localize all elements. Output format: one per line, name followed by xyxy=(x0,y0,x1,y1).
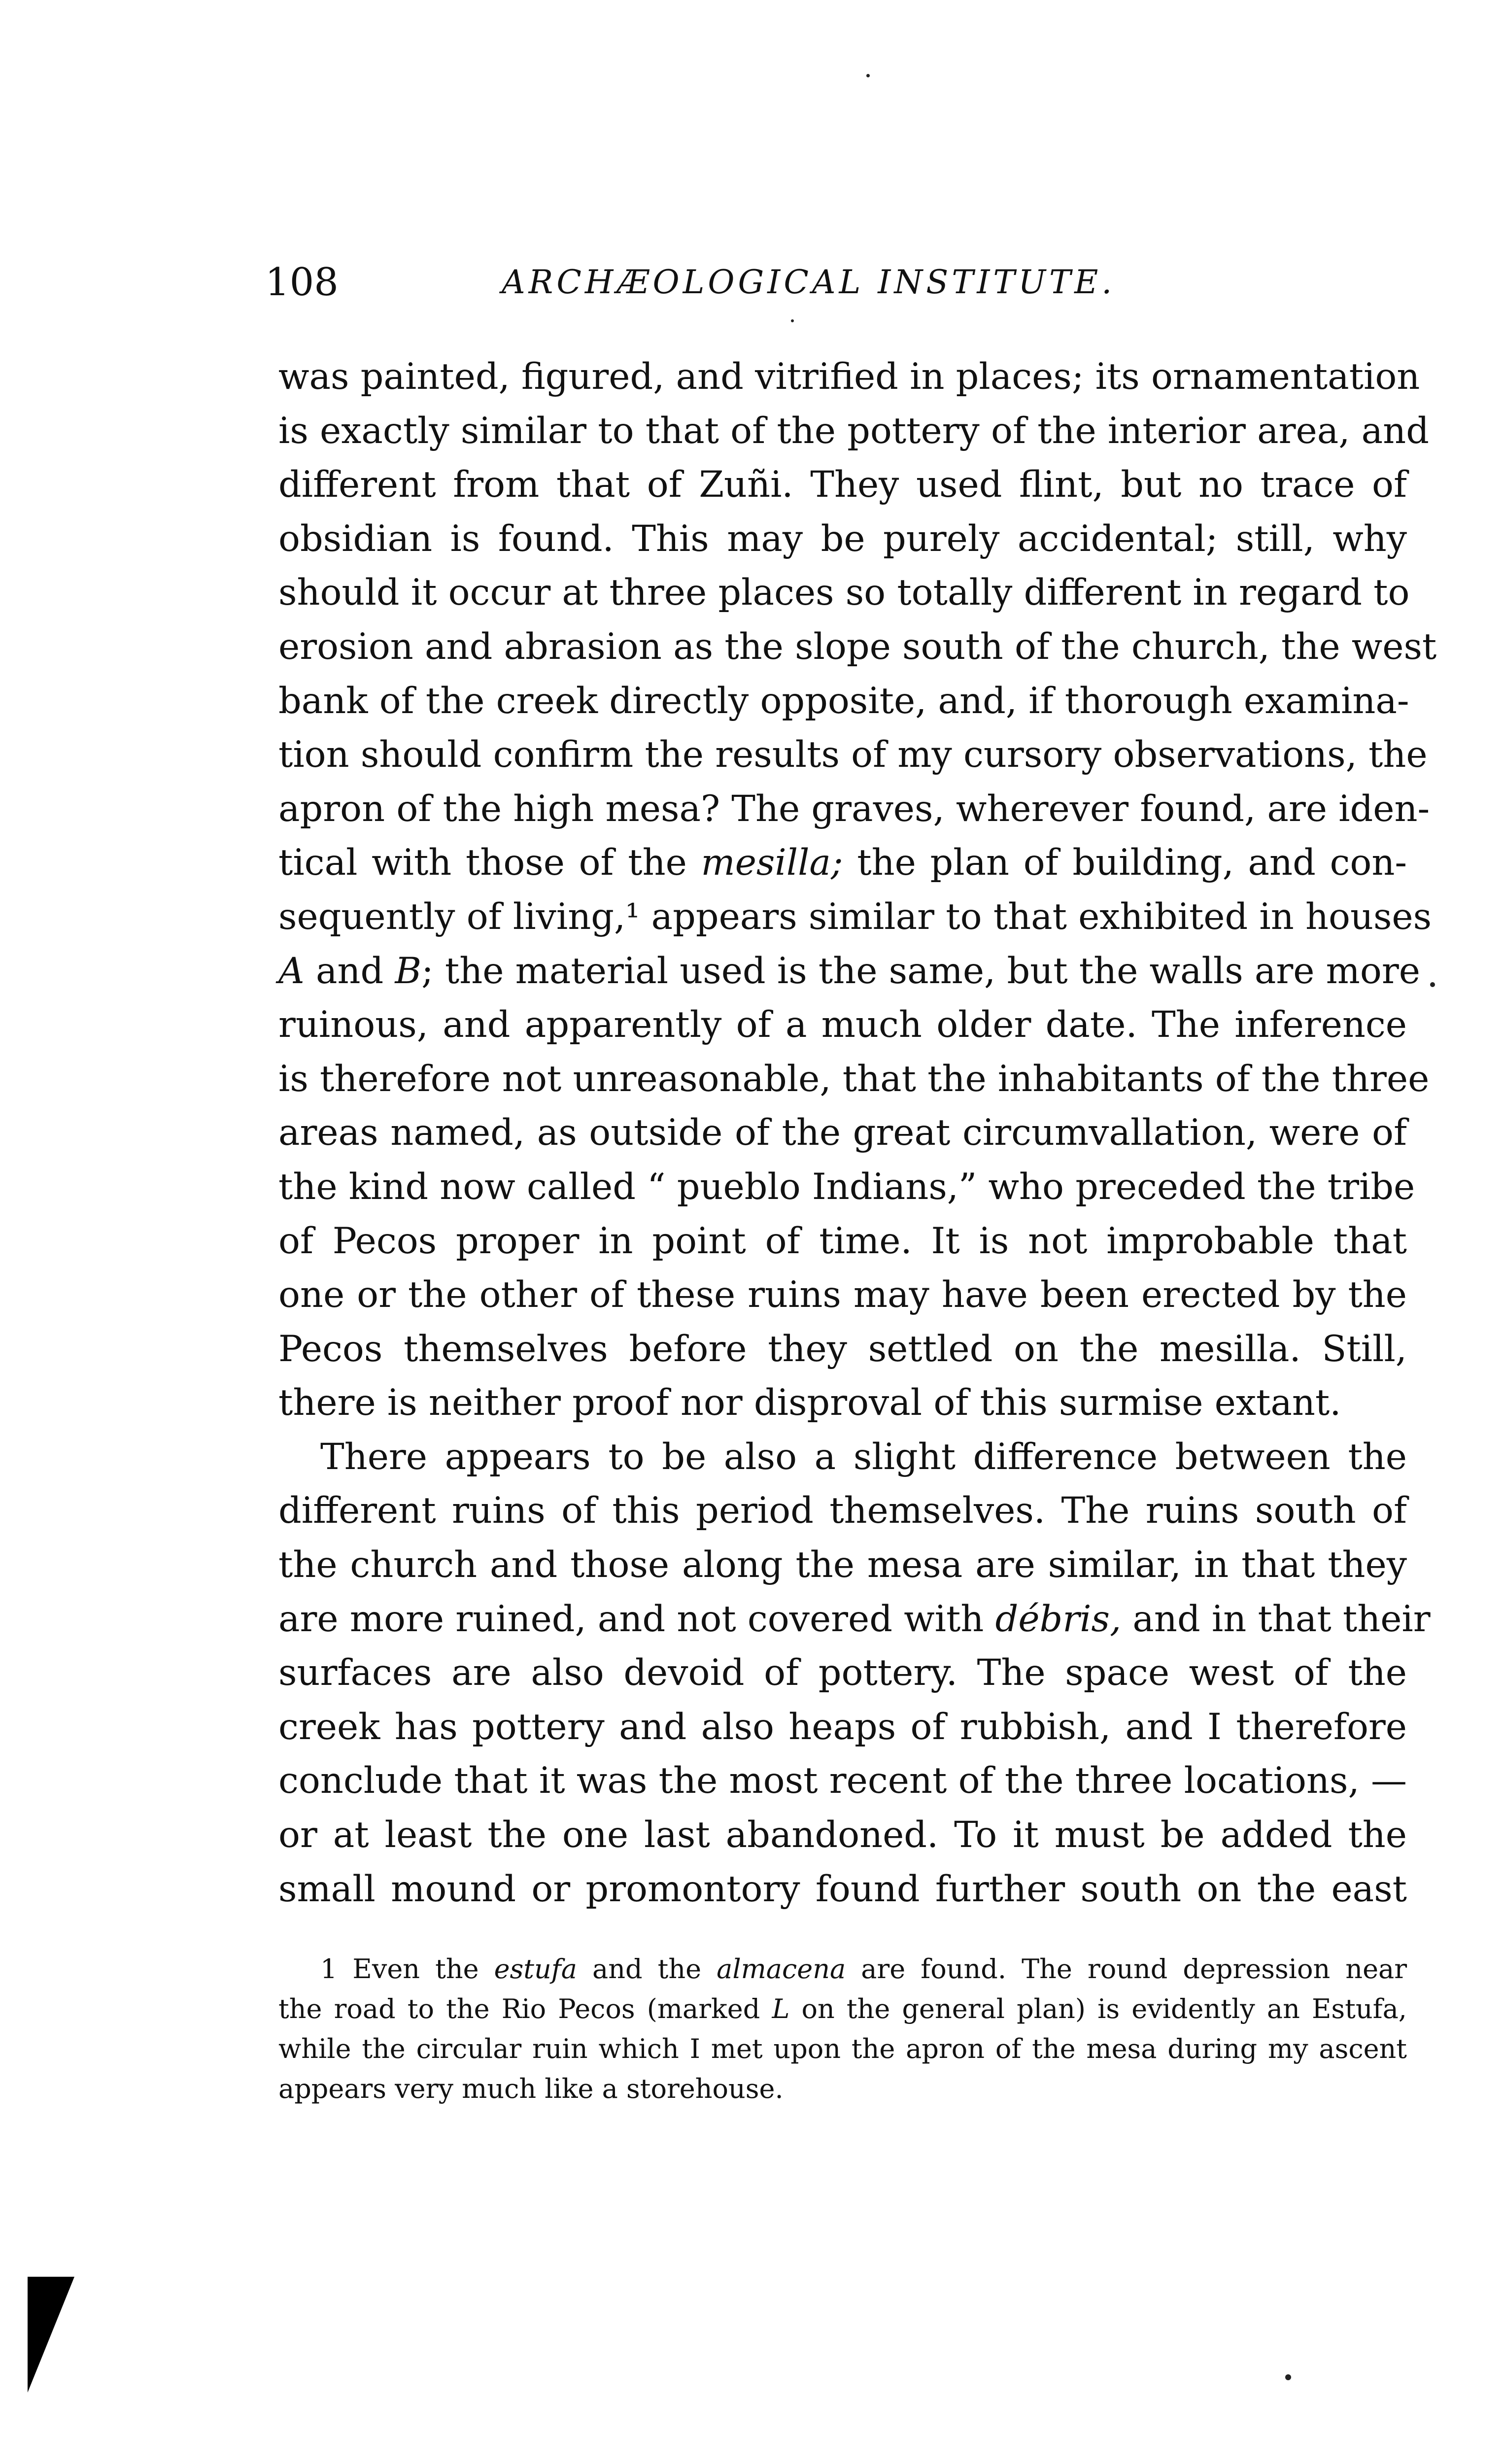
text-line: one or the other of these ruins may have been erected by the xyxy=(278,1274,1407,1316)
text-line xyxy=(278,836,1407,890)
text-line: areas named, as outside of the great circumvallation, were of xyxy=(278,1112,1407,1154)
italic-term: L xyxy=(772,1993,790,2024)
text-line: different ruins of this period themselves. The ruins south of xyxy=(278,1490,1407,1532)
text-line: should it occur at three places so totally different in regard to xyxy=(278,572,1410,614)
text-line: small mound or promontory found further south on the east xyxy=(278,1868,1407,1910)
print-speck xyxy=(1285,2374,1291,2380)
text-fragment: and in that their xyxy=(1132,1598,1431,1640)
text-line: the kind now called “ pueblo Indians,” who preceded the tribe xyxy=(278,1165,1415,1208)
print-speck xyxy=(791,319,794,322)
text-line: different from that of Zuñi. They used flint, but no trace of xyxy=(278,464,1407,506)
text-line: sequently of living,¹ appears similar to that exhibited in houses xyxy=(278,895,1432,938)
text-line: is therefore not unreasonable, that the inhabitants of the three xyxy=(278,1058,1430,1100)
text-fragment: on the general plan) is evidently an Estufa, xyxy=(801,1993,1407,2024)
text-fragment: ; the material used is the same, but the walls are more xyxy=(421,950,1420,992)
print-speck xyxy=(866,74,870,77)
text-fragment: the plan of building, and con- xyxy=(857,842,1407,884)
text-line: or at least the one last abandoned. To it must be added the xyxy=(278,1814,1407,1856)
text-line: There appears to be also a slight difference between the xyxy=(320,1436,1407,1478)
footnote-line xyxy=(278,1989,1407,2029)
footnote-line xyxy=(278,1949,1407,1989)
text-line: obsidian is found. This may be purely accidental; still, why xyxy=(278,517,1407,560)
text-line: erosion and abrasion as the slope south of the church, the west xyxy=(278,625,1437,668)
text-line: is exactly similar to that of the pottery of the interior area, and xyxy=(278,410,1429,452)
page-edge-mark xyxy=(28,2277,74,2393)
text-line: of Pecos proper in point of time. It is not improbable that xyxy=(278,1220,1407,1262)
text-fragment: Even the xyxy=(352,1953,479,1985)
italic-term: mesilla; xyxy=(701,842,843,884)
text-line xyxy=(278,1592,1431,1646)
text-line: conclude that it was the most recent of the three locations, — xyxy=(278,1760,1407,1802)
italic-term: débris, xyxy=(995,1598,1122,1640)
running-title: ARCHÆOLOGICAL INSTITUTE. xyxy=(502,263,1116,301)
text-fragment: tical with those of the xyxy=(278,842,687,884)
italic-term: almacena xyxy=(717,1953,846,1985)
text-fragment: the road to the Rio Pecos (marked xyxy=(278,1993,760,2024)
italic-term: A xyxy=(278,950,305,992)
footnote-marker: 1 xyxy=(320,1953,338,1985)
footnote-line: appears very much like a storehouse. xyxy=(278,2073,784,2104)
italic-term: B xyxy=(395,950,422,992)
text-fragment: are found. The round depression near xyxy=(861,1953,1407,1985)
text-line: apron of the high mesa? The graves, wherever found, are iden- xyxy=(278,787,1430,830)
text-line: surfaces are also devoid of pottery. The space west of the xyxy=(278,1652,1407,1694)
page-number: 108 xyxy=(265,260,339,305)
text-line: there is neither proof nor disproval of this surmise extant. xyxy=(278,1382,1341,1424)
main-text xyxy=(278,350,1437,1916)
text-line: ruinous, and apparently of a much older date. The inference xyxy=(278,1004,1407,1046)
text-fragment: and xyxy=(315,950,384,992)
text-line: tion should confirm the results of my cursory observations, the xyxy=(278,734,1428,776)
italic-term: estufa xyxy=(494,1953,577,1985)
print-speck xyxy=(1430,982,1435,987)
text-line: the church and those along the mesa are similar, in that they xyxy=(278,1544,1407,1586)
text-line: Pecos themselves before they settled on the mesilla. Still, xyxy=(278,1328,1407,1370)
text-fragment: and the xyxy=(592,1953,702,1985)
page-header xyxy=(265,255,1394,309)
footnote xyxy=(278,1949,1407,2109)
footnote-line: while the circular ruin which I met upon the apron of the mesa during my ascent xyxy=(278,2033,1407,2064)
text-line: creek has pottery and also heaps of rubbish, and I therefore xyxy=(278,1706,1407,1748)
text-line: was painted, figured, and vitrified in places; its ornamentation xyxy=(278,356,1420,398)
text-line xyxy=(278,944,1420,998)
text-line: bank of the creek directly opposite, and, if thorough examina- xyxy=(278,680,1409,722)
text-fragment: are more ruined, and not covered with xyxy=(278,1598,984,1640)
